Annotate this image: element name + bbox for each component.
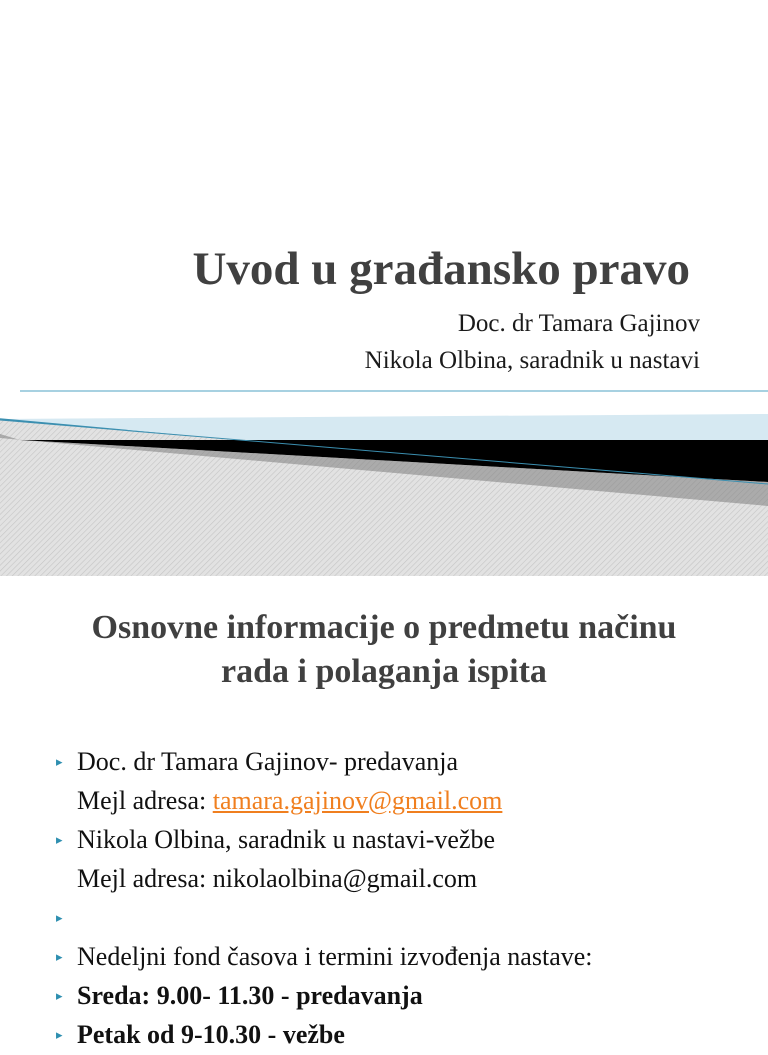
list-item	[0, 742, 768, 782]
bullet-icon: ▸	[56, 910, 63, 925]
bullet-icon: ▸	[56, 1027, 63, 1042]
decorative-band	[0, 384, 768, 576]
lecturer-email-link[interactable]: tamara.gajinov@gmail.com	[212, 786, 503, 815]
bullet-icon: ▸	[56, 832, 63, 847]
subtitle-assistant: Nikola Olbina, saradnik u nastavi	[364, 347, 700, 374]
assistant-line: Nikola Olbina, saradnik u nastavi-vežbe	[77, 825, 496, 854]
list-item	[0, 976, 768, 1016]
lecture-schedule: Sreda: 9.00- 11.30 - predavanja	[77, 981, 423, 1010]
bullet-icon: ▸	[56, 754, 63, 769]
slide-title: Uvod u građansko pravo	[192, 243, 690, 295]
assistant-email-line: Mejl adresa: nikolaolbina@gmail.com	[77, 864, 478, 893]
bullet-icon: ▸	[56, 949, 63, 964]
lecturer-email-line	[77, 781, 502, 821]
info-title-line1: Osnovne informacije o predmetu načinu	[91, 609, 677, 646]
list-item	[0, 781, 768, 821]
schedule-heading: Nedeljni fond časova i termini izvođenja nastave:	[77, 942, 593, 971]
bullet-icon: ▸	[56, 988, 63, 1003]
info-title-line2: rada i polaganja ispita	[221, 653, 547, 690]
exercise-schedule: Petak od 9-10.30 - vežbe	[77, 1020, 345, 1049]
list-item	[0, 898, 768, 938]
email-label: Mejl adresa:	[77, 786, 213, 815]
subtitle-author: Doc. dr Tamara Gajinov	[457, 310, 700, 337]
info-slide	[0, 576, 768, 1049]
list-item	[0, 859, 768, 899]
list-item	[0, 820, 768, 860]
list-item	[0, 1015, 768, 1055]
lecturer-line: Doc. dr Tamara Gajinov- predavanja	[77, 747, 459, 776]
list-item	[0, 937, 768, 977]
info-title	[0, 606, 768, 694]
